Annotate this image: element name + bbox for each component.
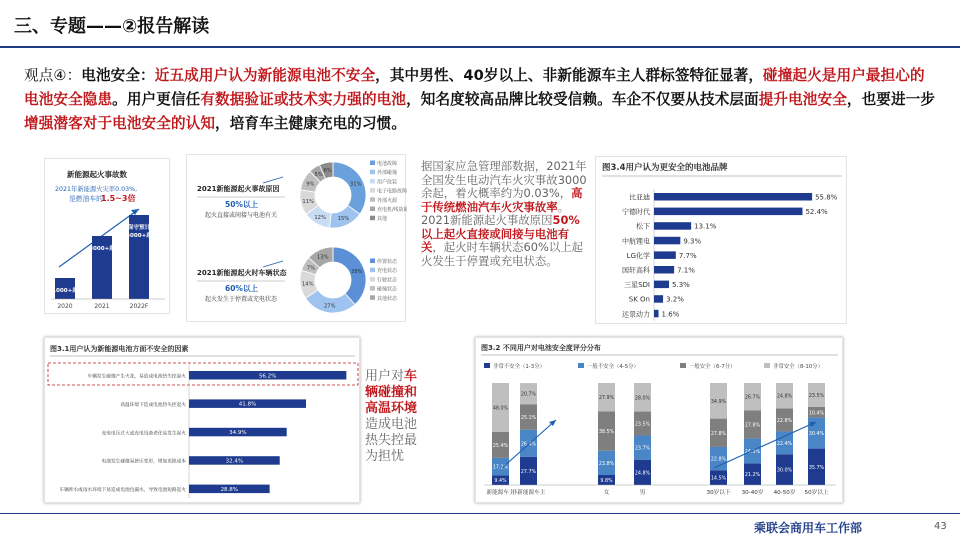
score-segment-label: 24.3%: [744, 449, 761, 455]
fire-bar-label: 1000+起: [52, 288, 78, 294]
donut-state-legend-label: 其他状态: [377, 295, 398, 302]
unsafe-factors-svg: [45, 338, 361, 504]
donut-state-highlight: 60%以上: [225, 284, 258, 293]
unsafe-value-label: 56.2%: [258, 373, 277, 380]
fire-chart-note-highlight: 1.5~3倍: [101, 194, 136, 203]
score-segment-label: 27.8%: [744, 423, 761, 429]
donut-state-legend-label: 行驶状态: [377, 277, 398, 284]
score-legend-label: 非常安全（8-10分）: [773, 364, 823, 370]
battery-concern-note: [365, 369, 425, 465]
score-segment-label: 26.7%: [744, 395, 761, 401]
score-category-label: 50岁以上: [804, 490, 829, 496]
score-segment-label: 22.8%: [710, 457, 727, 463]
score-legend-label: 一般安全（6-7分）: [689, 364, 736, 370]
fire-cause-donuts: [186, 154, 406, 322]
fire-count-svg: [45, 159, 171, 315]
score-chart-title: 图3.2 不同用户对电池安全度评分分布: [481, 344, 601, 352]
score-legend-swatch: [680, 363, 686, 368]
score-segment-label: 27.8%: [710, 431, 727, 437]
donut-causes-legend-swatch: [370, 216, 375, 221]
viewpoint-lead: 观点④：: [24, 67, 82, 84]
donut-causes-legend-swatch: [370, 161, 375, 166]
unsafe-category-label: 高温环境下造成电池热失控起火: [120, 402, 186, 408]
brand-bar: [654, 208, 802, 216]
viewpoint-s3: ，其中男性、40岁以上、非新能源车主人群标签特征显著，: [375, 67, 764, 84]
brand-category-label: 比亚迪: [629, 193, 650, 202]
viewpoint-s11: ，培育车主健康充电的习惯。: [215, 115, 407, 132]
score-segment-label: 27.7%: [520, 469, 537, 475]
fire-chart-note-1: 2021年新能源火灾率0.03%,: [55, 186, 138, 193]
donut-state-slice-label: 38%: [351, 268, 363, 275]
brand-value-label: 5.3%: [672, 281, 690, 290]
brand-bar: [654, 310, 659, 318]
safe-brand-chart: [595, 156, 847, 324]
score-segment-label: 9.8%: [600, 479, 613, 485]
brand-category-label: SK On: [628, 295, 650, 304]
slide-title: 三、专题——②报告解读: [14, 16, 210, 37]
brand-value-label: 9.3%: [683, 237, 702, 246]
score-segment-label: 30.4%: [808, 432, 825, 438]
brand-bar: [654, 251, 676, 259]
unsafe-category-label: 车辆涉水或雨水环境下易造成电池包漏水，导致电池短路起火: [59, 488, 186, 494]
fire-chart-note-2: 是燃油车的: [69, 195, 103, 203]
donut-causes-slice-label: 5%: [314, 171, 323, 178]
brand-bar: [654, 222, 691, 230]
donut-state-legend-swatch: [370, 286, 375, 291]
unsafe-category-label: 电池发生碰撞易挤压变形，增加更换成本: [101, 459, 186, 465]
score-legend-swatch: [764, 363, 770, 368]
donut-state-legend-swatch: [370, 277, 375, 282]
unsafe-value-label: 28.8%: [220, 486, 239, 493]
unsafe-value-label: 41.8%: [238, 401, 257, 408]
brand-category-label: LG化学: [626, 251, 650, 260]
fire-bar-label: 4000+起: [126, 233, 152, 239]
viewpoint-s5: 。用户更信任: [112, 91, 201, 108]
score-category-label: 女: [603, 490, 610, 496]
donut-causes-highlight: 50%以上: [225, 200, 258, 209]
donut-causes-legend-swatch: [370, 207, 375, 212]
brand-bar: [654, 266, 674, 274]
donut-state-slice-label: 14%: [301, 281, 314, 288]
donut-causes-legend-label: 外部碰撞: [377, 170, 398, 177]
score-segment-label: 20.7%: [520, 392, 537, 398]
donut-state-legend-swatch: [370, 268, 375, 273]
score-segment-label: 24.8%: [776, 394, 793, 400]
unsafe-factors-chart: [44, 337, 360, 503]
score-legend-swatch: [484, 363, 490, 368]
safety-score-svg: [476, 338, 844, 504]
donut-state-legend-label: 碰撞状态: [377, 286, 398, 293]
donut-causes-legend-swatch: [370, 188, 375, 193]
score-trend-arrow-2: [714, 422, 816, 468]
score-segment-label: 10.4%: [808, 411, 825, 417]
score-legend-label: 非常不安全（1-3分）: [493, 364, 545, 370]
score-segment-label: 22.4%: [776, 441, 793, 447]
brand-value-label: 55.8%: [815, 193, 838, 202]
donut-causes-legend-label: 外部火源: [377, 197, 398, 204]
unsafe-value-label: 34.9%: [229, 430, 247, 437]
viewpoint-s7: ，知名度较高品牌比较受信赖。车企不仅要从技术层面: [406, 91, 759, 108]
score-legend-swatch: [578, 363, 584, 368]
fact-t2: 高于传统燃油汽车火灾事故率: [421, 186, 583, 214]
score-segment-label: 9.4%: [494, 479, 507, 485]
score-category-label: 30岁以下: [706, 490, 731, 496]
score-segment-label: 23.7%: [634, 446, 651, 452]
brand-value-label: 7.7%: [678, 251, 697, 260]
viewpoint-s2: 近五成用户认为新能源电池不安全: [154, 67, 376, 84]
fire-bar-label: 3000+起: [89, 246, 115, 252]
brand-bar: [654, 237, 680, 245]
score-category-label: 40-50岁: [773, 490, 796, 496]
donut-state-slice: [333, 247, 366, 305]
safe-brand-svg: [596, 157, 848, 325]
unsafe-category-label: 车辆发生碰撞产生火花，易造成电池热失控起火: [87, 374, 186, 380]
score-segment-label: 28.0%: [634, 396, 651, 402]
donut-causes-legend-label: 电池故障: [377, 161, 398, 167]
viewpoint-s9: ，也要进一步: [846, 91, 936, 108]
donut-state-slice-label: 13%: [317, 254, 329, 261]
score-segment-label: 35.7%: [808, 465, 825, 471]
score-segment-label: 38.5%: [598, 430, 615, 436]
score-segment-label: 25.4%: [492, 443, 509, 449]
donut-causes-legend-label: 电子电路故障: [377, 188, 407, 195]
donut-causes-legend-label: 用户改装: [377, 179, 398, 186]
donut-causes-slice-label: 31%: [349, 181, 362, 188]
score-segment-label: 22.8%: [776, 418, 793, 424]
viewpoint-s6: 有数据验证或技术实力强的电池: [200, 91, 407, 108]
score-category-label: 男: [639, 490, 646, 496]
score-segment-label: 17.2%: [492, 465, 509, 471]
donut-causes-slice-label: 11%: [302, 198, 314, 205]
fire-chart-title: 新能源起火事故数: [67, 170, 127, 179]
fact-t4: 50%以上起火直接或间接与电池有关: [421, 213, 580, 254]
unsafe-category-label: 充电电压过大或充电设备老化易发生起火: [101, 431, 186, 437]
donut-state-legend-label: 停置状态: [377, 259, 398, 265]
donut-causes-legend-label: 充电机/线故障: [377, 207, 407, 213]
fire-facts-text: [421, 160, 587, 268]
fact-t5: ，起火时车辆状态60%以上起火发生于停置或充电状态。: [421, 240, 584, 268]
score-segment-label: 26.4%: [520, 442, 537, 448]
viewpoint-s1: 电池安全：: [81, 67, 155, 84]
donut-state-legend-swatch: [370, 295, 375, 300]
score-segment-label: 34.9%: [710, 399, 727, 405]
fire-count-chart: [44, 158, 170, 314]
footer-divider: [0, 513, 960, 514]
score-segment-label: 48.0%: [492, 406, 509, 412]
page-number: 43: [934, 521, 947, 532]
donut-causes-pointer: [263, 177, 283, 183]
donut-causes-legend-swatch: [370, 179, 375, 184]
brand-category-label: 宁德时代: [622, 208, 650, 217]
fact-t1: 据国家应急管理部数据，2021年全国发生电动汽车火灾事故3000余起，着火概率约为0.03%，: [421, 159, 587, 200]
brand-category-label: 远景动力: [622, 310, 650, 319]
brand-value-label: 1.6%: [661, 310, 680, 319]
score-legend-label: 一般不安全（4-5分）: [587, 364, 639, 370]
unsafe-chart-title: 图3.1用户认为新能源电池方面不安全的因素: [50, 345, 189, 353]
fire-bar-year: 2022F: [129, 303, 149, 310]
brand-bar: [654, 193, 812, 201]
score-segment-label: 14.5%: [710, 476, 727, 482]
brand-chart-title: 图3.4用户认为更安全的电池品牌: [602, 163, 728, 173]
viewpoint-s4: 碰撞起火是用户最担心的电池安全隐患: [24, 67, 925, 108]
brand-category-label: 三星SDI: [624, 281, 650, 290]
fire-donuts-svg: [187, 155, 407, 323]
donut-state-title: 2021新能源起火时车辆状态: [197, 269, 287, 277]
brand-value-label: 52.4%: [805, 208, 828, 217]
safety-score-chart: [475, 337, 843, 503]
score-segment-label: 23.5%: [634, 422, 651, 428]
fire-bar-year: 2021: [94, 303, 110, 310]
score-segment-label: 30.0%: [776, 468, 793, 474]
donut-causes-legend-swatch: [370, 170, 375, 175]
donut-causes-slice-label: 12%: [314, 215, 326, 222]
side-t2: 车辆碰撞和高温环境: [365, 369, 418, 416]
donut-causes-legend-label: 其他: [377, 216, 388, 223]
score-category-label: 30-40岁: [741, 490, 764, 496]
donut-causes-caption: 起火直接或间接与电池有关: [205, 212, 278, 219]
viewpoint-paragraph: [24, 64, 936, 136]
viewpoint-s10: 增强潜客对于电池安全的认知: [24, 115, 216, 132]
score-category-label: 新能源车主: [486, 490, 515, 496]
score-segment-label: 23.5%: [808, 393, 825, 399]
brand-value-label: 3.2%: [666, 295, 684, 304]
score-segment-label: 27.9%: [598, 396, 615, 402]
donut-causes-slice-label: 15%: [337, 216, 350, 223]
donut-state-pointer: [263, 261, 283, 267]
brand-bar: [654, 281, 669, 289]
donut-causes-slice-label: 9%: [306, 181, 315, 188]
side-t3: 造成电池热失控最为担忧: [365, 417, 418, 464]
donut-causes-legend-swatch: [370, 197, 375, 202]
title-divider: [0, 46, 960, 48]
viewpoint-s8: 提升电池安全: [758, 91, 847, 108]
fire-bar-year: 2020: [57, 303, 73, 310]
score-segment-label: 25.1%: [520, 416, 537, 422]
fire-bar-label: 保守预计: [127, 225, 151, 231]
footer-org: 乘联会商用车工作部: [754, 521, 863, 535]
donut-state-legend-label: 充电状态: [377, 268, 398, 275]
score-segment-label: 23.8%: [598, 461, 615, 467]
fact-t3: 。2021新能源起火事故原因: [421, 199, 570, 227]
donut-state-caption: 起火发生于停置或充电状态: [205, 296, 278, 303]
donut-causes-title: 2021新能源起火事故原因: [197, 185, 280, 193]
brand-value-label: 7.1%: [677, 266, 695, 275]
score-segment-label: 24.8%: [634, 471, 651, 477]
brand-bar: [654, 295, 663, 303]
brand-value-label: 13.1%: [694, 222, 717, 231]
donut-state-slice-label: 7%: [306, 265, 316, 272]
brand-category-label: 国轩高科: [622, 266, 650, 275]
donut-causes-slice-label: 6%: [323, 168, 332, 175]
unsafe-value-label: 32.4%: [225, 458, 244, 465]
score-segment-label: 21.2%: [744, 473, 761, 479]
side-t1: 用户对: [365, 369, 405, 384]
brand-category-label: 中航锂电: [622, 237, 650, 246]
donut-state-legend-swatch: [370, 259, 375, 264]
score-category-label: 非新能源车主: [511, 490, 546, 496]
brand-category-label: 松下: [636, 222, 650, 231]
donut-state-slice-label: 27%: [324, 303, 336, 310]
